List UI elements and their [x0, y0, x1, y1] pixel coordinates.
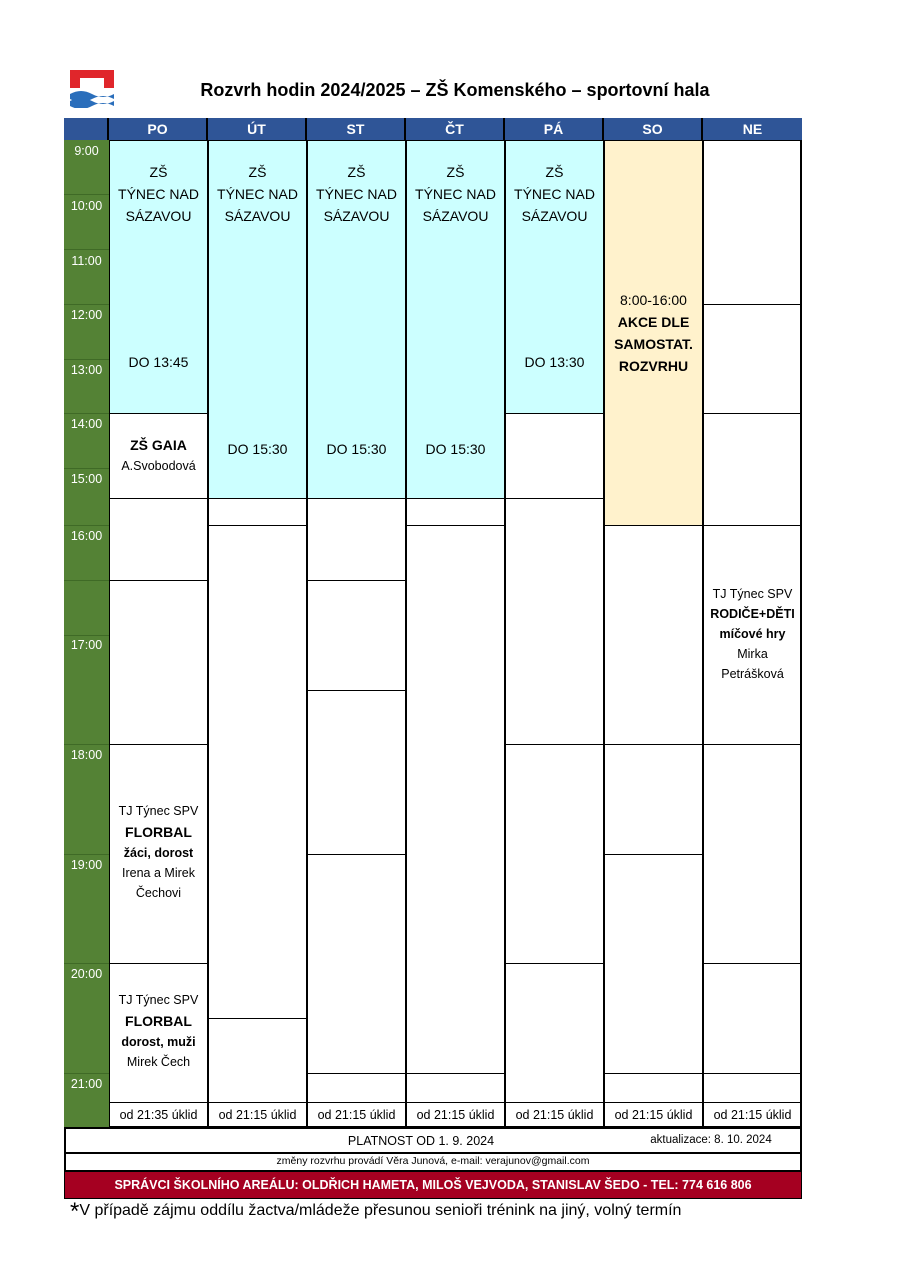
ut-empty: [208, 1018, 307, 1103]
ne-kids-block: [703, 525, 802, 745]
po-florbal-line: Mirek Čech: [126, 1055, 191, 1069]
st-empty: [307, 498, 406, 581]
ct-school-block: [406, 140, 505, 499]
ct-school-line: ZŠ: [446, 164, 465, 180]
time-label: 18:00: [70, 748, 103, 762]
ct-empty: [406, 1073, 505, 1103]
po-school-block: [109, 140, 208, 414]
po-florbal-line: TJ Týnec SPV: [118, 804, 199, 818]
so-empty: [604, 854, 703, 1074]
time-divider: [64, 580, 109, 581]
st-school-until: DO 15:30: [326, 441, 387, 457]
cleanup-cell: od 21:15 úklid: [406, 1102, 505, 1128]
ut-empty: [208, 525, 307, 1019]
day-header-po: PO: [109, 118, 208, 140]
po-gaia-name: A.Svobodová: [121, 459, 196, 473]
time-label: 13:00: [70, 363, 103, 377]
bottom-note: [70, 1198, 800, 1226]
time-label: 19:00: [70, 858, 103, 872]
ct-school-line: TÝNEC NAD: [415, 186, 496, 202]
pa-empty: [505, 498, 604, 745]
st-school-block: [307, 140, 406, 499]
time-label: 16:00: [70, 529, 103, 543]
po-empty: [109, 498, 208, 581]
ne-empty: [703, 304, 802, 414]
update-text: aktualizace: 8. 10. 2024: [650, 1134, 772, 1146]
po-gaia-title: ZŠ GAIA: [130, 437, 187, 453]
day-header-ut: ÚT: [208, 118, 307, 140]
time-label: 15:00: [70, 472, 103, 486]
page-title: Rozvrh hodin 2024/2025 – ZŠ Komenského – sportovní hala: [200, 80, 710, 100]
pa-school-line: SÁZAVOU: [521, 208, 588, 224]
ut-school-line: SÁZAVOU: [224, 208, 291, 224]
po-florbal-line: Irena a Mirek: [122, 866, 195, 880]
header-corner: [64, 118, 109, 140]
ne-empty: [703, 1073, 802, 1103]
day-header-st: ST: [307, 118, 406, 140]
admins-row: SPRÁVCI ŠKOLNÍHO AREÁLU: OLDŘICH HAMETA, MILOŠ VEJVODA, STANISLAV ŠEDO - TEL: 774 616 806: [64, 1171, 802, 1199]
time-label: 11:00: [71, 254, 102, 268]
so-event-block: [604, 140, 703, 526]
cleanup-cell: od 21:15 úklid: [505, 1102, 604, 1128]
time-divider: [64, 304, 109, 305]
pa-empty: [505, 963, 604, 1103]
time-label: 10:00: [70, 199, 103, 213]
time-divider: [64, 744, 109, 745]
ne-kids-line: RODIČE+DĚTI: [710, 607, 795, 621]
pa-school-block: [505, 140, 604, 414]
time-divider: [64, 194, 109, 195]
ne-kids-line: TJ Týnec SPV: [712, 587, 793, 601]
pa-empty: [505, 744, 604, 964]
po-florbal-line: žáci, dorost: [123, 846, 194, 860]
time-label: 17:00: [70, 638, 103, 652]
st-empty: [307, 580, 406, 691]
cleanup-cell: od 21:15 úklid: [703, 1102, 802, 1128]
po-florbal-line: dorost, muži: [121, 1035, 196, 1049]
ut-school-line: TÝNEC NAD: [217, 186, 298, 202]
changes-row: změny rozvrhu provádí Věra Junová, e-mail: verajunov@gmail.com: [64, 1153, 802, 1172]
st-school-line: TÝNEC NAD: [316, 186, 397, 202]
time-divider: [64, 854, 109, 855]
po-florbal-kids-block: [109, 744, 208, 964]
po-florbal-men-block: [109, 963, 208, 1103]
ut-school-line: ZŠ: [248, 164, 267, 180]
time-label: 9:00: [74, 144, 99, 158]
so-empty: [604, 525, 703, 745]
cleanup-cell: od 21:15 úklid: [604, 1102, 703, 1128]
note-text: V případě zájmu oddílu žactva/mládeže přesunou senioři trénink na jiný, volný termín: [79, 1202, 682, 1219]
po-florbal-line: FLORBAL: [125, 1013, 192, 1029]
st-school-line: ZŠ: [347, 164, 366, 180]
st-empty: [307, 690, 406, 855]
ne-empty: [703, 140, 802, 305]
ct-school-until: DO 15:30: [425, 441, 486, 457]
day-header-ne: NE: [703, 118, 802, 140]
po-florbal-line: FLORBAL: [125, 824, 192, 840]
so-empty: [604, 1073, 703, 1103]
pa-school-line: TÝNEC NAD: [514, 186, 595, 202]
so-event-line: ROZVRHU: [618, 358, 689, 374]
note-star: *: [70, 1198, 80, 1225]
ut-school-block: [208, 140, 307, 499]
ct-school-line: SÁZAVOU: [422, 208, 489, 224]
ne-empty: [703, 963, 802, 1074]
pa-school-line: ZŠ: [545, 164, 564, 180]
po-school-until: DO 13:45: [128, 354, 189, 370]
cleanup-cell: od 21:15 úklid: [208, 1102, 307, 1128]
time-divider: [64, 413, 109, 414]
time-label: 21:00: [70, 1077, 103, 1091]
po-school-line: ZŠ: [149, 164, 168, 180]
time-divider: [64, 963, 109, 964]
pa-empty: [505, 413, 604, 499]
validity-row: [64, 1127, 802, 1154]
so-event-line: AKCE DLE: [617, 314, 690, 330]
st-empty: [307, 1073, 406, 1103]
ut-school-until: DO 15:30: [227, 441, 288, 457]
so-empty: [604, 744, 703, 855]
time-divider: [64, 1073, 109, 1074]
so-event-line: SAMOSTAT.: [614, 336, 693, 352]
time-label: 12:00: [70, 308, 103, 322]
po-school-line: TÝNEC NAD: [118, 186, 199, 202]
so-event-time: 8:00-16:00: [620, 292, 687, 308]
validity-text: PLATNOST OD 1. 9. 2024: [347, 1134, 495, 1148]
time-label: 20:00: [70, 967, 103, 981]
po-school-line: SÁZAVOU: [125, 208, 192, 224]
time-divider: [64, 468, 109, 469]
day-header-pa: PÁ: [505, 118, 604, 140]
ne-empty: [703, 413, 802, 526]
ne-kids-line: Mirka: [737, 647, 768, 661]
cleanup-cell: od 21:15 úklid: [307, 1102, 406, 1128]
po-gaia-block: [109, 413, 208, 499]
po-florbal-line: Čechovi: [135, 886, 182, 900]
time-divider: [64, 359, 109, 360]
day-header-ct: ČT: [406, 118, 505, 140]
pa-school-until: DO 13:30: [524, 354, 585, 370]
ne-kids-line: Petrášková: [721, 667, 784, 681]
time-divider: [64, 525, 109, 526]
ne-empty: [703, 744, 802, 964]
time-divider: [64, 635, 109, 636]
po-empty: [109, 580, 208, 745]
st-empty: [307, 854, 406, 1074]
time-divider: [64, 249, 109, 250]
ut-empty: [208, 498, 307, 526]
time-label: 14:00: [70, 417, 103, 431]
ct-empty: [406, 525, 505, 1074]
ct-empty: [406, 498, 505, 526]
day-header-so: SO: [604, 118, 703, 140]
po-florbal-line: TJ Týnec SPV: [118, 993, 199, 1007]
logo-icon: [70, 70, 114, 108]
st-school-line: SÁZAVOU: [323, 208, 390, 224]
ne-kids-line: míčové hry: [719, 627, 786, 641]
cleanup-cell: od 21:35 úklid: [109, 1102, 208, 1128]
